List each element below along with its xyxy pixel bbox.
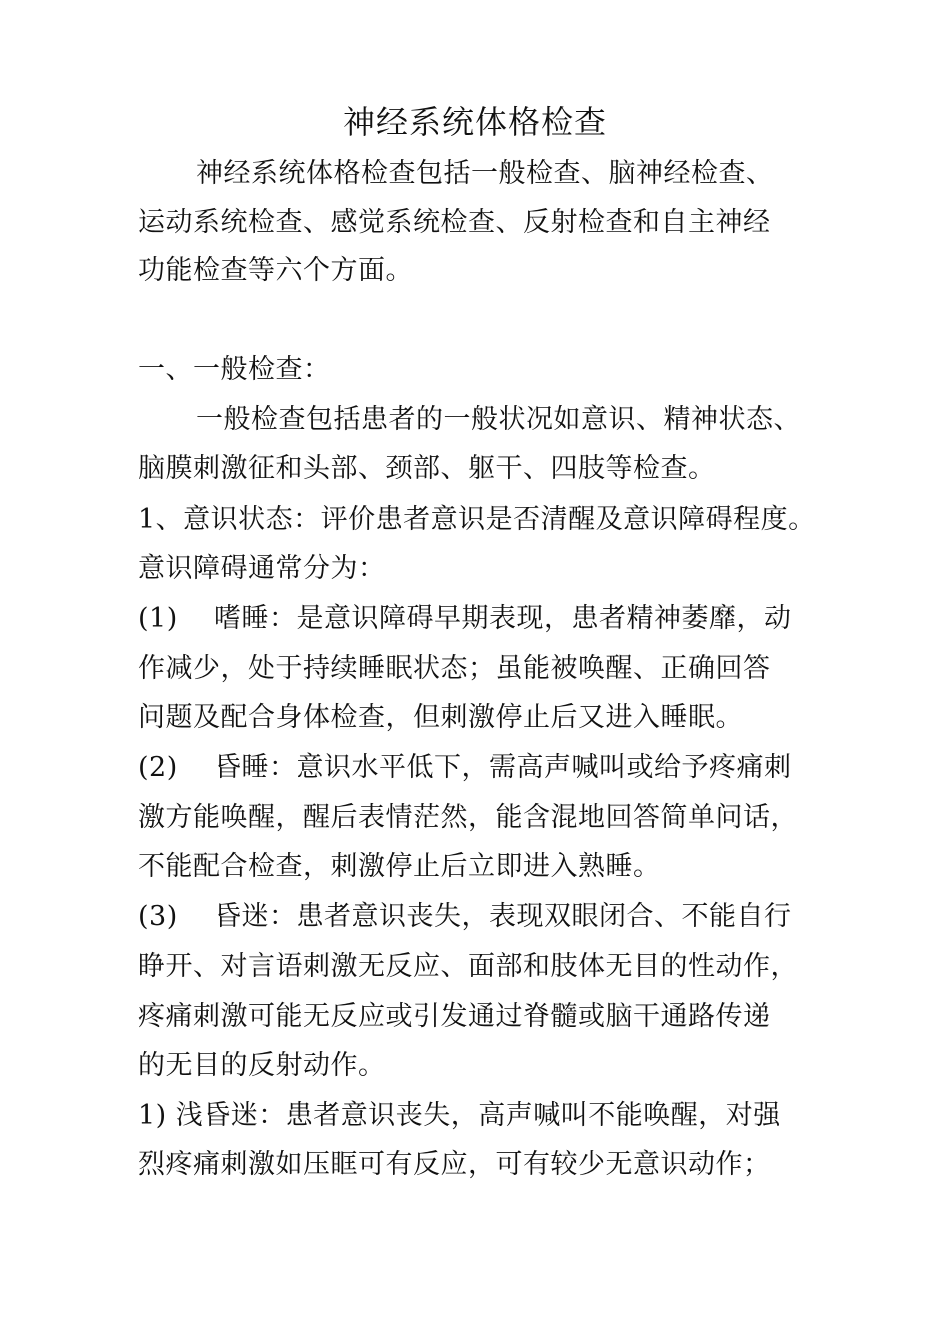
intro-line-3: 功能检查等六个方面。 — [138, 255, 413, 286]
subitem-1-number: (1) — [138, 603, 178, 634]
subitem-2-text: 昏睡：意识水平低下，需高声喊叫或给予疼痛刺 — [214, 752, 792, 783]
subitem-3a-line-1: 1) 浅昏迷：患者意识丧失，高声喊叫不能唤醒，对强 — [138, 1100, 781, 1131]
item-consciousness-line-2: 意识障碍通常分为： — [138, 553, 386, 584]
subitem-3-line-3: 疼痛刺激可能无反应或引发通过脊髓或脑干通路传递 — [138, 1001, 771, 1032]
subitem-3-text: 昏迷：患者意识丧失，表现双眼闭合、不能自行 — [214, 901, 792, 932]
section-para-line-1: 一般检查包括患者的一般状况如意识、精神状态、 — [196, 404, 801, 435]
subitem-3a-line-2: 烈疼痛刺激如压眶可有反应，可有较少无意识动作； — [138, 1149, 771, 1180]
subitem-1-line-3: 问题及配合身体检查，但刺激停止后又进入睡眠。 — [138, 702, 743, 733]
section-heading: 一、一般检查： — [138, 354, 331, 385]
subitem-1-line-2: 作减少，处于持续睡眠状态；虽能被唤醒、正确回答 — [138, 653, 771, 684]
subitem-1-text: 嗜睡：是意识障碍早期表现，患者精神萎靡，动 — [214, 603, 792, 634]
intro-line-1: 神经系统体格检查包括一般检查、脑神经检查、 — [196, 158, 774, 189]
subitem-3-line-4: 的无目的反射动作。 — [138, 1050, 386, 1081]
subitem-2-number: (2) — [138, 752, 178, 783]
subitem-2-line-2: 激方能唤醒，醒后表情茫然，能含混地回答简单问话， — [138, 802, 798, 833]
subitem-1-line-1 — [138, 601, 792, 637]
item-consciousness-line-1: 1、意识状态：评价患者意识是否清醒及意识障碍程度。 — [138, 504, 816, 535]
section-para-line-2: 脑膜刺激征和头部、颈部、躯干、四肢等检查。 — [138, 453, 716, 484]
subitem-2-line-1 — [138, 750, 792, 786]
subitem-3-number: (3) — [138, 901, 178, 932]
document-title: 神经系统体格检查 — [342, 103, 607, 141]
intro-line-2: 运动系统检查、感觉系统检查、反射检查和自主神经 — [138, 207, 771, 238]
subitem-3-line-2: 睁开、对言语刺激无反应、面部和肢体无目的性动作， — [138, 951, 798, 982]
subitem-3-line-1 — [138, 899, 792, 935]
subitem-2-line-3: 不能配合检查，刺激停止后立即进入熟睡。 — [138, 851, 661, 882]
